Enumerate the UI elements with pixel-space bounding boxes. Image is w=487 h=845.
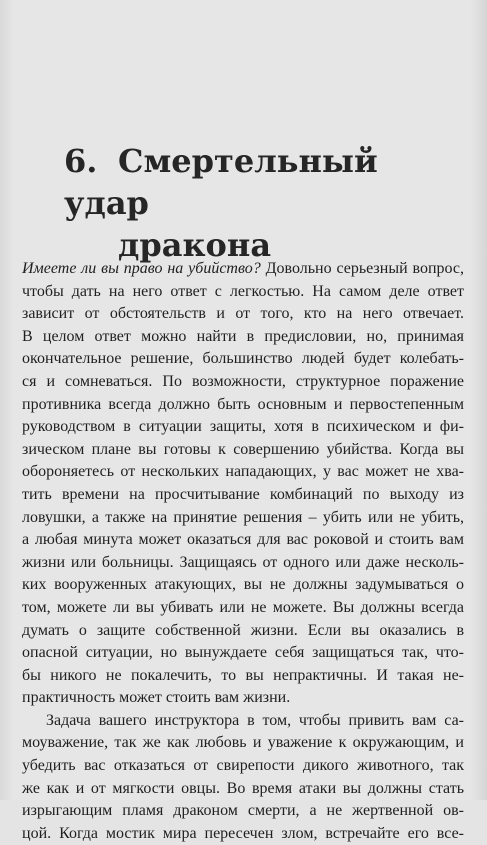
text-line — [22, 687, 464, 710]
text-line — [22, 484, 464, 507]
line-text: руководством в ситуации защиты, хотя в психическом и фи- — [22, 418, 464, 436]
line-text: а любая минута может оказаться для вас роковой и стоить вам — [22, 531, 464, 549]
line-text: чтобы дать на него ответ с легкостью. На самом деле ответ — [22, 282, 464, 300]
text-line — [22, 348, 464, 371]
line-text: думать о защите собственной жизни. Если вы оказались в — [22, 621, 464, 639]
line-text: ких вооруженных атакующих, вы не должны задумываться о — [22, 576, 464, 594]
text-line — [22, 552, 464, 575]
text-line — [22, 461, 464, 484]
line-text: моуважение, так же как любовь и уважение к окружающим, и — [22, 734, 464, 752]
text-line — [22, 258, 464, 281]
paragraph-1 — [22, 258, 464, 710]
line-text: окончательное решение, большинство людей будет колебать- — [22, 350, 464, 368]
line-text: же как и от мягкости овцы. Во время атаки вы должны стать — [22, 779, 464, 797]
text-line — [22, 642, 464, 665]
text-line — [22, 281, 464, 304]
line-text: Довольно серьезный вопрос, — [260, 260, 465, 277]
line-text: обороняетесь от нескольких нападающих, у вас может не хва- — [22, 463, 464, 481]
text-line — [22, 778, 464, 801]
line-text: противника всегда должно быть основным и первостепенным — [22, 395, 464, 413]
text-line — [22, 371, 464, 394]
body-text — [22, 258, 464, 845]
line-text: том, можете ли вы убивать или не можете. Вы должны всегда — [22, 598, 464, 616]
line-text: бы никого не покалечить, то вы непрактичны. И такая не- — [22, 666, 464, 684]
line-text: ся и сомневаться. По возможности, структурное поражение — [22, 372, 464, 390]
text-line — [22, 823, 464, 845]
line-text: цой. Когда мостик мира пересечен злом, встречайте его все- — [22, 824, 464, 842]
text-line — [22, 507, 464, 530]
text-line — [22, 620, 464, 643]
text-line — [22, 710, 464, 733]
line-text: опасной ситуации, но вынуждаете себя защищаться так, что- — [22, 644, 464, 662]
line-text: В целом ответ можно найти в предисловии, но, принимая — [22, 327, 464, 345]
italic-question: Имеете ли вы право на убийство? — [22, 260, 261, 277]
text-line — [22, 416, 464, 439]
line-text: зическом плане вы готовы к совершению убийства. Когда вы — [22, 440, 464, 458]
text-line — [22, 303, 464, 326]
line-text: убедить вас отказаться от свирепости дикого животного, так — [22, 757, 464, 775]
text-line — [22, 439, 464, 462]
line-text: изрыгающим пламя драконом смерти, а не жертвенной ов- — [22, 802, 464, 820]
line-text: жизни или больницы. Защищаясь от одного или даже несколь- — [22, 553, 464, 571]
text-line — [22, 394, 464, 417]
paragraph-2 — [22, 710, 464, 845]
text-line — [22, 574, 464, 597]
chapter-number: 6. — [64, 142, 98, 180]
line-text: зависит от обстоятельств и от того, кто на него отвечает. — [22, 305, 464, 323]
line-text: практичность может стоить вам жизни. — [22, 689, 291, 707]
line-text: ловушки, а также на принятие решения – убить или не убить, — [22, 508, 464, 526]
line-text: Задача вашего инструктора в том, чтобы привить вам са- — [46, 711, 464, 729]
line-text: тить времени на просчитывание комбинаций по выходу из — [22, 485, 464, 503]
text-line — [22, 529, 464, 552]
text-line — [22, 800, 464, 823]
text-line — [22, 755, 464, 778]
chapter-heading — [64, 140, 464, 266]
text-line — [22, 597, 464, 620]
text-line — [22, 732, 464, 755]
text-line — [22, 665, 464, 688]
chapter-title-line1: Смертельный удар — [64, 142, 378, 222]
text-line — [22, 326, 464, 349]
chapter-title-line2: дракона — [118, 226, 272, 264]
